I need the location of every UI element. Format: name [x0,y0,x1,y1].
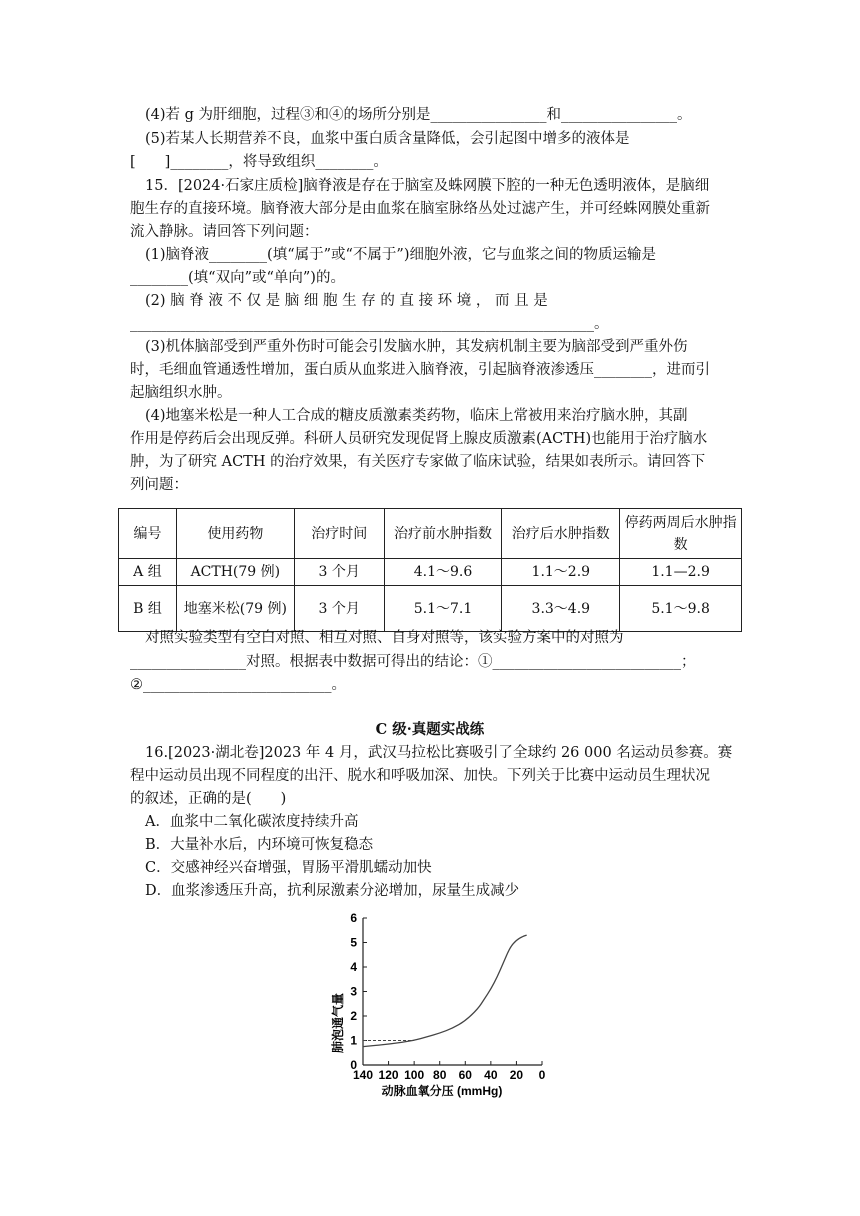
table-cell: ACTH(79 例) [176,559,294,586]
q16-stem-line3: 的叙述，正确的是( ) [130,791,287,807]
q15-part1-line1: (1)脑脊液________(填“属于”或“不属于”)细胞外液，它与血浆之间的物质运输是 [145,247,657,263]
q15-part4-line3: 肿，为了研究 ACTH 的治疗效果，有关医疗专家做了临床试验，结果如表所示。请回答下 [130,454,706,470]
table-header-cell: 治疗前水肿指数 [384,509,502,559]
table-cell: 1.1～2.9 [502,559,620,586]
y-tick-label: 1 [350,1033,357,1048]
q16-option-a: A．血浆中二氧化碳浓度持续升高 [145,814,359,830]
q15-intro-line3: 流入静脉。请回答下列问题： [130,224,319,240]
table-cell: B 组 [119,586,177,632]
q15-part2-line1: (2) 脑 脊 液 不 仅 是 脑 细 胞 生 存 的 直 接 环 境 ， 而 且 是 [145,293,548,309]
q15-intro-line1: 15．[2024·石家庄质检]脑脊液是存在于脑室及蛛网膜下腔的一种无色透明液体，是脑细 [145,178,710,194]
q16-stem-line2: 程中运动员出现不同程度的出汗、脱水和呼吸加深、加快。下列关于比赛中运动员生理状况 [130,768,710,784]
q15-part4-line4: 列问题： [130,477,188,493]
table-cell: 3 个月 [294,559,384,586]
x-tick-label: 20 [509,1068,524,1082]
table-header-cell: 治疗时间 [294,509,384,559]
table-row [119,559,742,586]
x-tick-label: 40 [484,1068,498,1082]
y-tick-label: 2 [350,1009,357,1023]
table-row [119,586,742,632]
q15-part4-line1: (4)地塞米松是一种人工合成的糖皮质激素类药物，临床上常被用来治疗脑水肿，其副 [145,408,688,424]
table-cell: 地塞米松(79 例) [176,586,294,632]
x-tick-label: 60 [458,1068,472,1082]
table-cell: 5.1～7.1 [384,586,502,632]
chart-plot-area [350,911,545,1082]
table-cell: 4.1～9.6 [384,559,502,586]
x-tick-label: 0 [538,1068,546,1082]
q15-part4-line2: 作用是停药后会出现反弹。科研人员研究发现促肾上腺皮质激素(ACTH)也能用于治疗脑水 [130,431,708,447]
q15-part3-line1: (3)机体脑部受到严重外伤时可能会引发脑水肿，其发病机制主要为脑部受到严重外伤 [145,339,688,355]
y-axis-label: 肺泡通气量 [331,992,345,1054]
q16-option-c: C．交感神经兴奋增强，胃肠平滑肌蠕动加快 [145,860,432,876]
q16-option-b: B．大量补水后，内环境可恢复稳态 [145,837,374,853]
x-tick-label: 100 [404,1068,425,1082]
q15-part2-line2: ________________________________________________________________。 [130,316,609,332]
q16-stem-line1: 16.[2023·湖北卷]2023 年 4 月，武汉马拉松比赛吸引了全球约 26 000 名运动员参赛。赛 [145,745,733,761]
table-cell: A 组 [119,559,177,586]
q14-part5-line2: [ ]________，将导致组织________。 [130,154,388,170]
q15-after-line2: ________________对照。根据表中数据可得出的结论：①__________________________； [130,654,696,670]
y-tick-label: 3 [350,984,357,999]
y-tick-label: 6 [350,911,357,925]
table-header-cell: 使用药物 [176,509,294,559]
y-tick-label: 4 [350,960,357,974]
q15-part3-line3: 起脑组织水肿。 [130,385,232,401]
y-tick-label: 0 [350,1058,357,1072]
table-cell: 3.3～4.9 [502,586,620,632]
ventilation-curve [363,935,527,1046]
section-heading: C 级·真题实战练 [375,721,485,738]
q15-part1-line2: ________(填“双向”或“单向”)的。 [130,270,345,286]
y-tick-label: 5 [350,935,357,950]
table-cell: 1.1—2.9 [620,559,742,586]
results-table [118,508,742,632]
q14-part4: (4)若 g 为肝细胞，过程③和④的场所分别是________________和________________。 [145,107,692,123]
table-cell: 5.1～9.8 [620,586,742,632]
q15-part3-line2: 时，毛细血管通透性增加，蛋白质从血浆进入脑脊液，引起脑脊液渗透压________，进而引 [130,362,710,378]
x-tick-label: 80 [433,1068,447,1082]
x-tick-label: 140 [352,1068,374,1082]
table-header-cell: 治疗后水肿指数 [502,509,620,559]
q15-after-line3: ②__________________________。 [130,677,346,693]
table-header-cell: 编号 [119,509,177,559]
ventilation-chart [320,905,560,1110]
table-cell: 3 个月 [294,586,384,632]
table-header-cell: 停药两周后水肿指数 [620,509,742,559]
x-tick-label: 120 [378,1068,399,1082]
x-axis-label: 动脉血氧分压 (mmHg) [381,1084,503,1098]
q16-option-d: D．血浆渗透压升高，抗利尿激素分泌增加，尿量生成减少 [145,883,520,899]
q15-intro-line2: 胞生存的直接环境。脑脊液大部分是由血浆在脑室脉络丛处过滤产生，并可经蛛网膜处重新 [130,201,710,217]
table-header-row [119,509,742,559]
q15-after-line1: 对照实验类型有空白对照、相互对照、自身对照等，该实验方案中的对照为 [145,630,624,646]
q14-part5-line1: (5)若某人长期营养不良，血浆中蛋白质含量降低，会引起图中增多的液体是 [145,131,630,147]
